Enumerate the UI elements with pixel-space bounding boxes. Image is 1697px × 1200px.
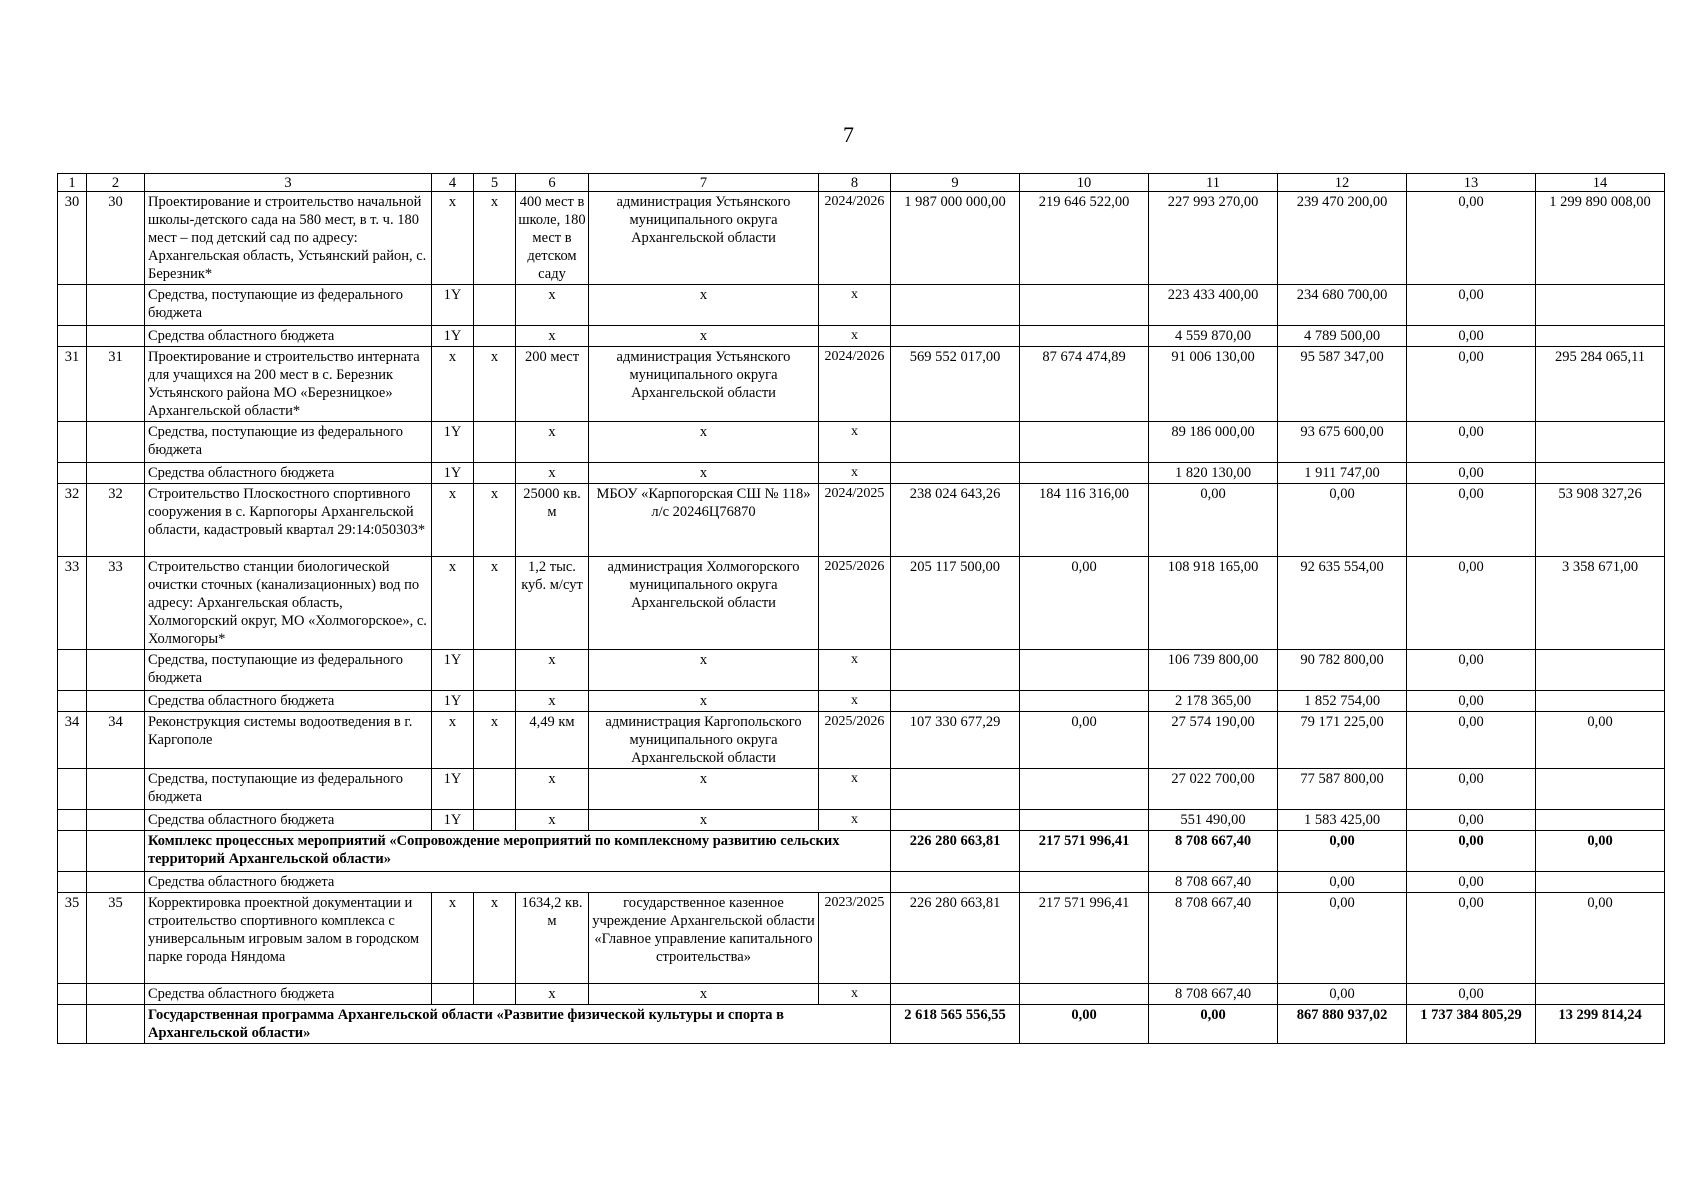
table-cell <box>87 1005 145 1044</box>
responsible-cell: администрация Устьянского муниципального округа Архангельской области <box>589 347 819 422</box>
table-row <box>58 422 1665 463</box>
amount-c10 <box>1020 326 1149 347</box>
period-cell: х <box>819 810 891 831</box>
amount-c14 <box>1536 326 1665 347</box>
amount-c9 <box>891 769 1020 810</box>
amount-c9: 569 552 017,00 <box>891 347 1020 422</box>
section-title: Комплекс процессных мероприятий «Сопровождение мероприятий по комплексному развитию сельских территорий Архангельской области» <box>145 831 891 872</box>
code-cell-2 <box>474 326 516 347</box>
amount-c10: 219 646 522,00 <box>1020 192 1149 285</box>
amount-c10 <box>1020 810 1149 831</box>
amount-c13: 0,00 <box>1407 347 1536 422</box>
capacity-cell: 200 мест <box>516 347 589 422</box>
row-number-2: 31 <box>87 347 145 422</box>
amount-c9 <box>891 691 1020 712</box>
table-row <box>58 691 1665 712</box>
amount-c12: 93 675 600,00 <box>1278 422 1407 463</box>
column-header-3: 3 <box>145 174 432 192</box>
amount-c14 <box>1536 984 1665 1005</box>
table-row <box>58 557 1665 650</box>
amount-c10 <box>1020 872 1149 893</box>
responsible-cell: государственное казенное учреждение Архангельской области «Главное управление капитального строительства» <box>589 893 819 984</box>
code-cell: х <box>432 347 474 422</box>
column-header-5: 5 <box>474 174 516 192</box>
amount-c9 <box>891 422 1020 463</box>
code-cell-2: х <box>474 192 516 285</box>
amount-c10: 217 571 996,41 <box>1020 893 1149 984</box>
row-number: 35 <box>58 893 87 984</box>
amount-c14: 13 299 814,24 <box>1536 1005 1665 1044</box>
amount-c14: 0,00 <box>1536 831 1665 872</box>
table-cell <box>58 831 87 872</box>
amount-c13: 1 737 384 805,29 <box>1407 1005 1536 1044</box>
amount-c12: 90 782 800,00 <box>1278 650 1407 691</box>
responsible-cell: х <box>589 984 819 1005</box>
amount-c10: 87 674 474,89 <box>1020 347 1149 422</box>
responsible-cell: х <box>589 285 819 326</box>
code-cell: 1Y <box>432 650 474 691</box>
capacity-cell: х <box>516 984 589 1005</box>
row-number: 30 <box>58 192 87 285</box>
page-number: 7 <box>843 122 854 147</box>
responsible-cell: администрация Устьянского муниципального округа Архангельской области <box>589 192 819 285</box>
amount-c14 <box>1536 872 1665 893</box>
capacity-cell: 1,2 тыс. куб. м/сут <box>516 557 589 650</box>
object-name: Корректировка проектной документации и строительство спортивного комплекса с универсальным игровым залом в городском парке города Няндома <box>145 893 432 984</box>
capacity-cell: 400 мест в школе, 180 мест в детском саду <box>516 192 589 285</box>
table-row <box>58 463 1665 484</box>
column-header-4: 4 <box>432 174 474 192</box>
header-row <box>58 174 1665 192</box>
code-cell-2: х <box>474 484 516 557</box>
column-header-13: 13 <box>1407 174 1536 192</box>
amount-c12: 0,00 <box>1278 831 1407 872</box>
column-header-11: 11 <box>1149 174 1278 192</box>
capacity-cell: 25000 кв. м <box>516 484 589 557</box>
row-number-2 <box>87 984 145 1005</box>
column-header-9: 9 <box>891 174 1020 192</box>
amount-c12: 4 789 500,00 <box>1278 326 1407 347</box>
column-header-2: 2 <box>87 174 145 192</box>
object-name: Проектирование и строительство начальной школы-детского сада на 580 мест, в т. ч. 180 мест – под детский сад по адресу: Архангельская область, Устьянский район, с. Березник* <box>145 192 432 285</box>
amount-c11: 551 490,00 <box>1149 810 1278 831</box>
code-cell: 1Y <box>432 769 474 810</box>
table-row <box>58 347 1665 422</box>
amount-c9: 107 330 677,29 <box>891 712 1020 769</box>
amount-c13: 0,00 <box>1407 872 1536 893</box>
period-cell: х <box>819 691 891 712</box>
funding-source: Средства областного бюджета <box>145 691 432 712</box>
amount-c11: 0,00 <box>1149 1005 1278 1044</box>
amount-c12: 0,00 <box>1278 893 1407 984</box>
row-number-2: 34 <box>87 712 145 769</box>
capacity-cell: х <box>516 650 589 691</box>
amount-c13: 0,00 <box>1407 831 1536 872</box>
capacity-cell: х <box>516 463 589 484</box>
code-cell-2: х <box>474 557 516 650</box>
amount-c12: 77 587 800,00 <box>1278 769 1407 810</box>
table-row <box>58 712 1665 769</box>
amount-c13: 0,00 <box>1407 463 1536 484</box>
amount-c10 <box>1020 650 1149 691</box>
amount-c9: 226 280 663,81 <box>891 831 1020 872</box>
amount-c11: 0,00 <box>1149 484 1278 557</box>
column-header-1: 1 <box>58 174 87 192</box>
table-row <box>58 484 1665 557</box>
amount-c13: 0,00 <box>1407 810 1536 831</box>
program-table <box>57 173 1665 1044</box>
capacity-cell: х <box>516 769 589 810</box>
amount-c14 <box>1536 810 1665 831</box>
code-cell: 1Y <box>432 422 474 463</box>
amount-c9: 1 987 000 000,00 <box>891 192 1020 285</box>
amount-c10 <box>1020 463 1149 484</box>
amount-c14: 53 908 327,26 <box>1536 484 1665 557</box>
amount-c9: 205 117 500,00 <box>891 557 1020 650</box>
period-cell: х <box>819 650 891 691</box>
code-cell: х <box>432 893 474 984</box>
amount-c11: 106 739 800,00 <box>1149 650 1278 691</box>
row-number-2 <box>87 463 145 484</box>
capacity-cell: х <box>516 691 589 712</box>
column-header-6: 6 <box>516 174 589 192</box>
row-number <box>58 769 87 810</box>
amount-c12: 0,00 <box>1278 984 1407 1005</box>
amount-c14 <box>1536 769 1665 810</box>
amount-c11: 27 022 700,00 <box>1149 769 1278 810</box>
row-number <box>58 650 87 691</box>
capacity-cell: х <box>516 285 589 326</box>
amount-c10 <box>1020 769 1149 810</box>
row-number-2 <box>87 285 145 326</box>
row-number: 32 <box>58 484 87 557</box>
row-number <box>58 463 87 484</box>
section-title: Государственная программа Архангельской области «Развитие физической культуры и спорта в Архангельской области» <box>145 1005 891 1044</box>
amount-c10 <box>1020 285 1149 326</box>
row-number-2: 35 <box>87 893 145 984</box>
amount-c11: 4 559 870,00 <box>1149 326 1278 347</box>
amount-c14 <box>1536 463 1665 484</box>
amount-c14 <box>1536 285 1665 326</box>
responsible-cell: администрация Холмогорского муниципального округа Архангельской области <box>589 557 819 650</box>
amount-c10: 0,00 <box>1020 1005 1149 1044</box>
amount-c13: 0,00 <box>1407 557 1536 650</box>
code-cell-2: х <box>474 347 516 422</box>
row-number-2: 32 <box>87 484 145 557</box>
amount-c10: 0,00 <box>1020 557 1149 650</box>
amount-c14: 295 284 065,11 <box>1536 347 1665 422</box>
row-number-2 <box>87 769 145 810</box>
responsible-cell: МБОУ «Карпогорская СШ № 118» л/с 20246Ц76870 <box>589 484 819 557</box>
amount-c10: 0,00 <box>1020 712 1149 769</box>
row-number: 34 <box>58 712 87 769</box>
period-cell: х <box>819 984 891 1005</box>
amount-c13: 0,00 <box>1407 984 1536 1005</box>
amount-c13: 0,00 <box>1407 691 1536 712</box>
row-number <box>58 810 87 831</box>
amount-c10: 184 116 316,00 <box>1020 484 1149 557</box>
table-row <box>58 831 1665 872</box>
responsible-cell: х <box>589 463 819 484</box>
code-cell-2 <box>474 691 516 712</box>
period-cell: х <box>819 769 891 810</box>
amount-c11: 1 820 130,00 <box>1149 463 1278 484</box>
amount-c13: 0,00 <box>1407 326 1536 347</box>
object-name: Проектирование и строительство интерната для учащихся на 200 мест в с. Березник Устьянского района МО «Березницкое» Архангельской области* <box>145 347 432 422</box>
table-row <box>58 650 1665 691</box>
amount-c14: 0,00 <box>1536 893 1665 984</box>
funding-source: Средства областного бюджета <box>145 872 891 893</box>
responsible-cell: администрация Каргопольского муниципального округа Архангельской области <box>589 712 819 769</box>
column-header-14: 14 <box>1536 174 1665 192</box>
row-number <box>58 691 87 712</box>
amount-c11: 108 918 165,00 <box>1149 557 1278 650</box>
amount-c12: 234 680 700,00 <box>1278 285 1407 326</box>
amount-c10 <box>1020 422 1149 463</box>
amount-c14 <box>1536 650 1665 691</box>
amount-c14: 3 358 671,00 <box>1536 557 1665 650</box>
period-cell: х <box>819 422 891 463</box>
amount-c14 <box>1536 422 1665 463</box>
funding-source: Средства, поступающие из федерального бюджета <box>145 769 432 810</box>
amount-c12: 95 587 347,00 <box>1278 347 1407 422</box>
amount-c14: 1 299 890 008,00 <box>1536 192 1665 285</box>
amount-c11: 2 178 365,00 <box>1149 691 1278 712</box>
code-cell <box>432 984 474 1005</box>
row-number <box>58 326 87 347</box>
amount-c13: 0,00 <box>1407 484 1536 557</box>
period-cell: х <box>819 285 891 326</box>
amount-c9 <box>891 285 1020 326</box>
capacity-cell: 4,49 км <box>516 712 589 769</box>
amount-c10 <box>1020 691 1149 712</box>
row-number-2: 33 <box>87 557 145 650</box>
table-row <box>58 326 1665 347</box>
capacity-cell: 1634,2 кв. м <box>516 893 589 984</box>
period-cell: 2025/2026 <box>819 557 891 650</box>
column-header-7: 7 <box>589 174 819 192</box>
amount-c12: 0,00 <box>1278 872 1407 893</box>
amount-c13: 0,00 <box>1407 893 1536 984</box>
amount-c9 <box>891 326 1020 347</box>
table-row <box>58 192 1665 285</box>
period-cell: 2025/2026 <box>819 712 891 769</box>
amount-c12: 0,00 <box>1278 484 1407 557</box>
code-cell: 1Y <box>432 810 474 831</box>
table-row <box>58 872 1665 893</box>
amount-c10: 217 571 996,41 <box>1020 831 1149 872</box>
amount-c12: 1 583 425,00 <box>1278 810 1407 831</box>
row-number-2 <box>87 810 145 831</box>
amount-c13: 0,00 <box>1407 769 1536 810</box>
amount-c13: 0,00 <box>1407 422 1536 463</box>
capacity-cell: х <box>516 810 589 831</box>
funding-source: Средства областного бюджета <box>145 326 432 347</box>
funding-source: Средства областного бюджета <box>145 984 432 1005</box>
amount-c11: 8 708 667,40 <box>1149 893 1278 984</box>
code-cell-2 <box>474 463 516 484</box>
amount-c9 <box>891 810 1020 831</box>
amount-c13: 0,00 <box>1407 285 1536 326</box>
row-number: 31 <box>58 347 87 422</box>
amount-c9 <box>891 984 1020 1005</box>
row-number <box>58 984 87 1005</box>
code-cell-2 <box>474 422 516 463</box>
row-number-2 <box>87 326 145 347</box>
table-row <box>58 810 1665 831</box>
amount-c11: 27 574 190,00 <box>1149 712 1278 769</box>
column-header-10: 10 <box>1020 174 1149 192</box>
funding-source: Средства, поступающие из федерального бюджета <box>145 422 432 463</box>
amount-c12: 1 852 754,00 <box>1278 691 1407 712</box>
amount-c11: 8 708 667,40 <box>1149 872 1278 893</box>
amount-c11: 89 186 000,00 <box>1149 422 1278 463</box>
code-cell-2: х <box>474 712 516 769</box>
amount-c13: 0,00 <box>1407 712 1536 769</box>
period-cell: 2024/2026 <box>819 192 891 285</box>
code-cell-2 <box>474 810 516 831</box>
responsible-cell: х <box>589 650 819 691</box>
object-name: Реконструкция системы водоотведения в г. Каргополе <box>145 712 432 769</box>
code-cell: 1Y <box>432 691 474 712</box>
column-header-12: 12 <box>1278 174 1407 192</box>
code-cell: 1Y <box>432 463 474 484</box>
row-number-2 <box>87 650 145 691</box>
table-cell <box>58 1005 87 1044</box>
amount-c14 <box>1536 691 1665 712</box>
table-row <box>58 1005 1665 1044</box>
row-number-2 <box>87 422 145 463</box>
table-row <box>58 285 1665 326</box>
amount-c13: 0,00 <box>1407 650 1536 691</box>
funding-source: Средства областного бюджета <box>145 810 432 831</box>
period-cell: 2023/2025 <box>819 893 891 984</box>
funding-source: Средства, поступающие из федерального бюджета <box>145 650 432 691</box>
row-number-2: 30 <box>87 192 145 285</box>
amount-c12: 79 171 225,00 <box>1278 712 1407 769</box>
table-cell <box>87 872 145 893</box>
code-cell-2 <box>474 285 516 326</box>
amount-c12: 867 880 937,02 <box>1278 1005 1407 1044</box>
code-cell-2 <box>474 769 516 810</box>
code-cell-2 <box>474 984 516 1005</box>
amount-c9 <box>891 872 1020 893</box>
amount-c12: 1 911 747,00 <box>1278 463 1407 484</box>
table-cell <box>58 872 87 893</box>
row-number: 33 <box>58 557 87 650</box>
object-name: Строительство Плоскостного спортивного сооружения в с. Карпогоры Архангельской области, кадастровый квартал 29:14:050303* <box>145 484 432 557</box>
code-cell: 1Y <box>432 326 474 347</box>
object-name: Строительство станции биологической очистки сточных (канализационных) вод по адресу: Архангельская область, Холмогорский округ, МО «Холмогорское», с. Холмогоры* <box>145 557 432 650</box>
code-cell-2 <box>474 650 516 691</box>
period-cell: 2024/2025 <box>819 484 891 557</box>
capacity-cell: х <box>516 326 589 347</box>
table-cell <box>87 831 145 872</box>
funding-source: Средства областного бюджета <box>145 463 432 484</box>
table-row <box>58 769 1665 810</box>
responsible-cell: х <box>589 810 819 831</box>
responsible-cell: х <box>589 691 819 712</box>
amount-c11: 227 993 270,00 <box>1149 192 1278 285</box>
code-cell: 1Y <box>432 285 474 326</box>
amount-c11: 223 433 400,00 <box>1149 285 1278 326</box>
table-row <box>58 893 1665 984</box>
row-number <box>58 285 87 326</box>
period-cell: х <box>819 326 891 347</box>
amount-c11: 8 708 667,40 <box>1149 984 1278 1005</box>
code-cell: х <box>432 712 474 769</box>
period-cell: х <box>819 463 891 484</box>
column-header-8: 8 <box>819 174 891 192</box>
amount-c9: 238 024 643,26 <box>891 484 1020 557</box>
code-cell: х <box>432 192 474 285</box>
amount-c12: 92 635 554,00 <box>1278 557 1407 650</box>
row-number-2 <box>87 691 145 712</box>
amount-c11: 91 006 130,00 <box>1149 347 1278 422</box>
responsible-cell: х <box>589 422 819 463</box>
code-cell: х <box>432 557 474 650</box>
amount-c13: 0,00 <box>1407 192 1536 285</box>
row-number <box>58 422 87 463</box>
code-cell-2: х <box>474 893 516 984</box>
capacity-cell: х <box>516 422 589 463</box>
amount-c12: 239 470 200,00 <box>1278 192 1407 285</box>
amount-c9: 2 618 565 556,55 <box>891 1005 1020 1044</box>
amount-c11: 8 708 667,40 <box>1149 831 1278 872</box>
code-cell: х <box>432 484 474 557</box>
period-cell: 2024/2026 <box>819 347 891 422</box>
amount-c10 <box>1020 984 1149 1005</box>
table-row <box>58 984 1665 1005</box>
funding-source: Средства, поступающие из федерального бюджета <box>145 285 432 326</box>
amount-c14: 0,00 <box>1536 712 1665 769</box>
amount-c9 <box>891 650 1020 691</box>
responsible-cell: х <box>589 326 819 347</box>
responsible-cell: х <box>589 769 819 810</box>
amount-c9 <box>891 463 1020 484</box>
amount-c9: 226 280 663,81 <box>891 893 1020 984</box>
